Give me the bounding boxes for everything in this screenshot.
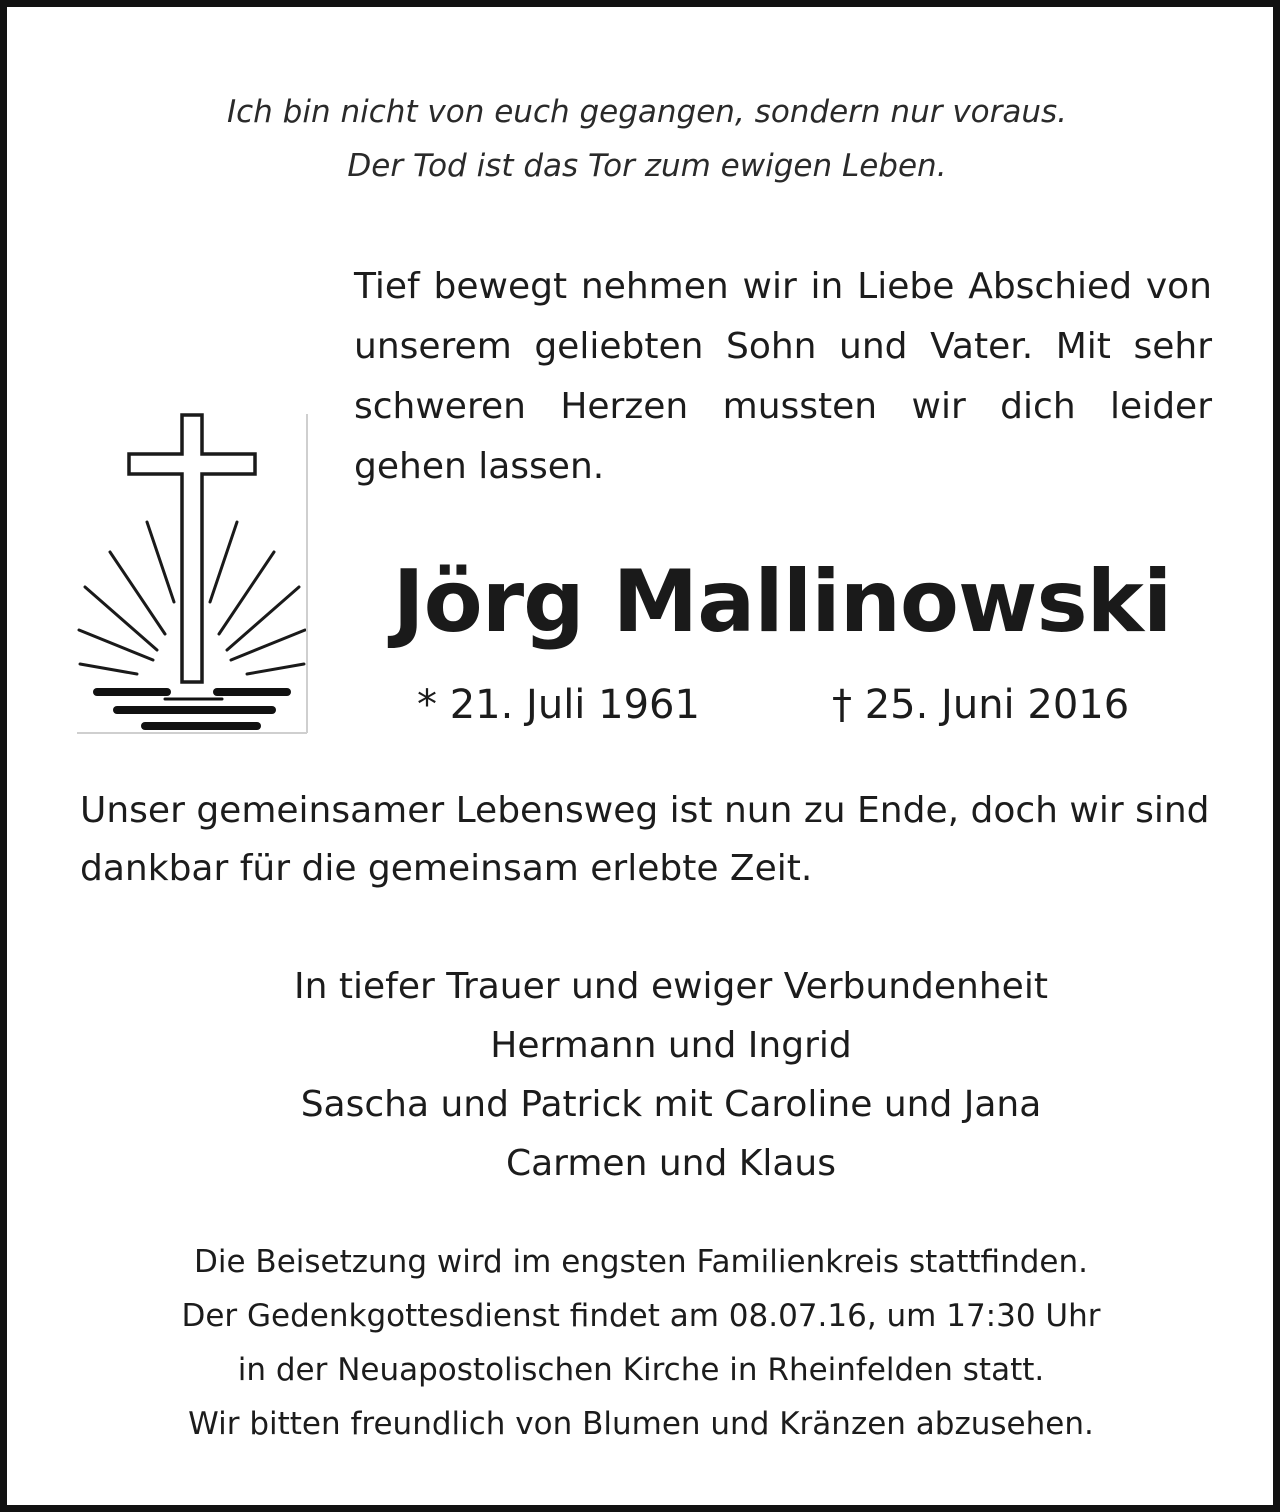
mourners-block bbox=[7, 957, 1280, 1193]
mourner-line: Carmen und Klaus bbox=[505, 1143, 836, 1184]
mourners-heading: In tiefer Trauer und ewiger Verbundenheit bbox=[294, 966, 1048, 1007]
motto-quote bbox=[7, 85, 1280, 193]
birth-date: * 21. Juli 1961 bbox=[417, 682, 700, 728]
intro-paragraph: Tief bewegt nehmen wir in Liebe Abschied von unserem geliebten Sohn und Vater. Mit sehr schweren Herzen mussten wir dich leider gehen lassen. bbox=[354, 266, 1212, 487]
cross-with-sunrise-rays-icon bbox=[77, 412, 309, 735]
death-date: † 25. Juni 2016 bbox=[832, 682, 1130, 728]
funeral-notice bbox=[7, 1235, 1275, 1451]
life-dates bbox=[407, 675, 1187, 735]
notice-line: Wir bitten freundlich von Blumen und Kränzen abzusehen. bbox=[188, 1406, 1094, 1442]
mourner-line: Hermann und Ingrid bbox=[490, 1025, 852, 1066]
deceased-name: Jörg Mallinowski bbox=[392, 552, 1172, 652]
motto-line: Ich bin nicht von euch gegangen, sondern nur voraus. bbox=[226, 94, 1068, 130]
mourner-line: Sascha und Patrick mit Caroline und Jana bbox=[300, 1084, 1042, 1125]
notice-line: Der Gedenkgottesdienst findet am 08.07.16, um 17:30 Uhr bbox=[181, 1298, 1101, 1334]
notice-line: Die Beisetzung wird im engsten Familienkreis stattfinden. bbox=[194, 1244, 1088, 1280]
journey-paragraph: Unser gemeinsamer Lebensweg ist nun zu Ende, doch wir sind dankbar für die gemeinsam erlebte Zeit. bbox=[80, 790, 1210, 889]
motto-line: Der Tod ist das Tor zum ewigen Leben. bbox=[347, 148, 947, 184]
notice-line: in der Neuapostolischen Kirche in Rheinfelden statt. bbox=[237, 1352, 1045, 1388]
